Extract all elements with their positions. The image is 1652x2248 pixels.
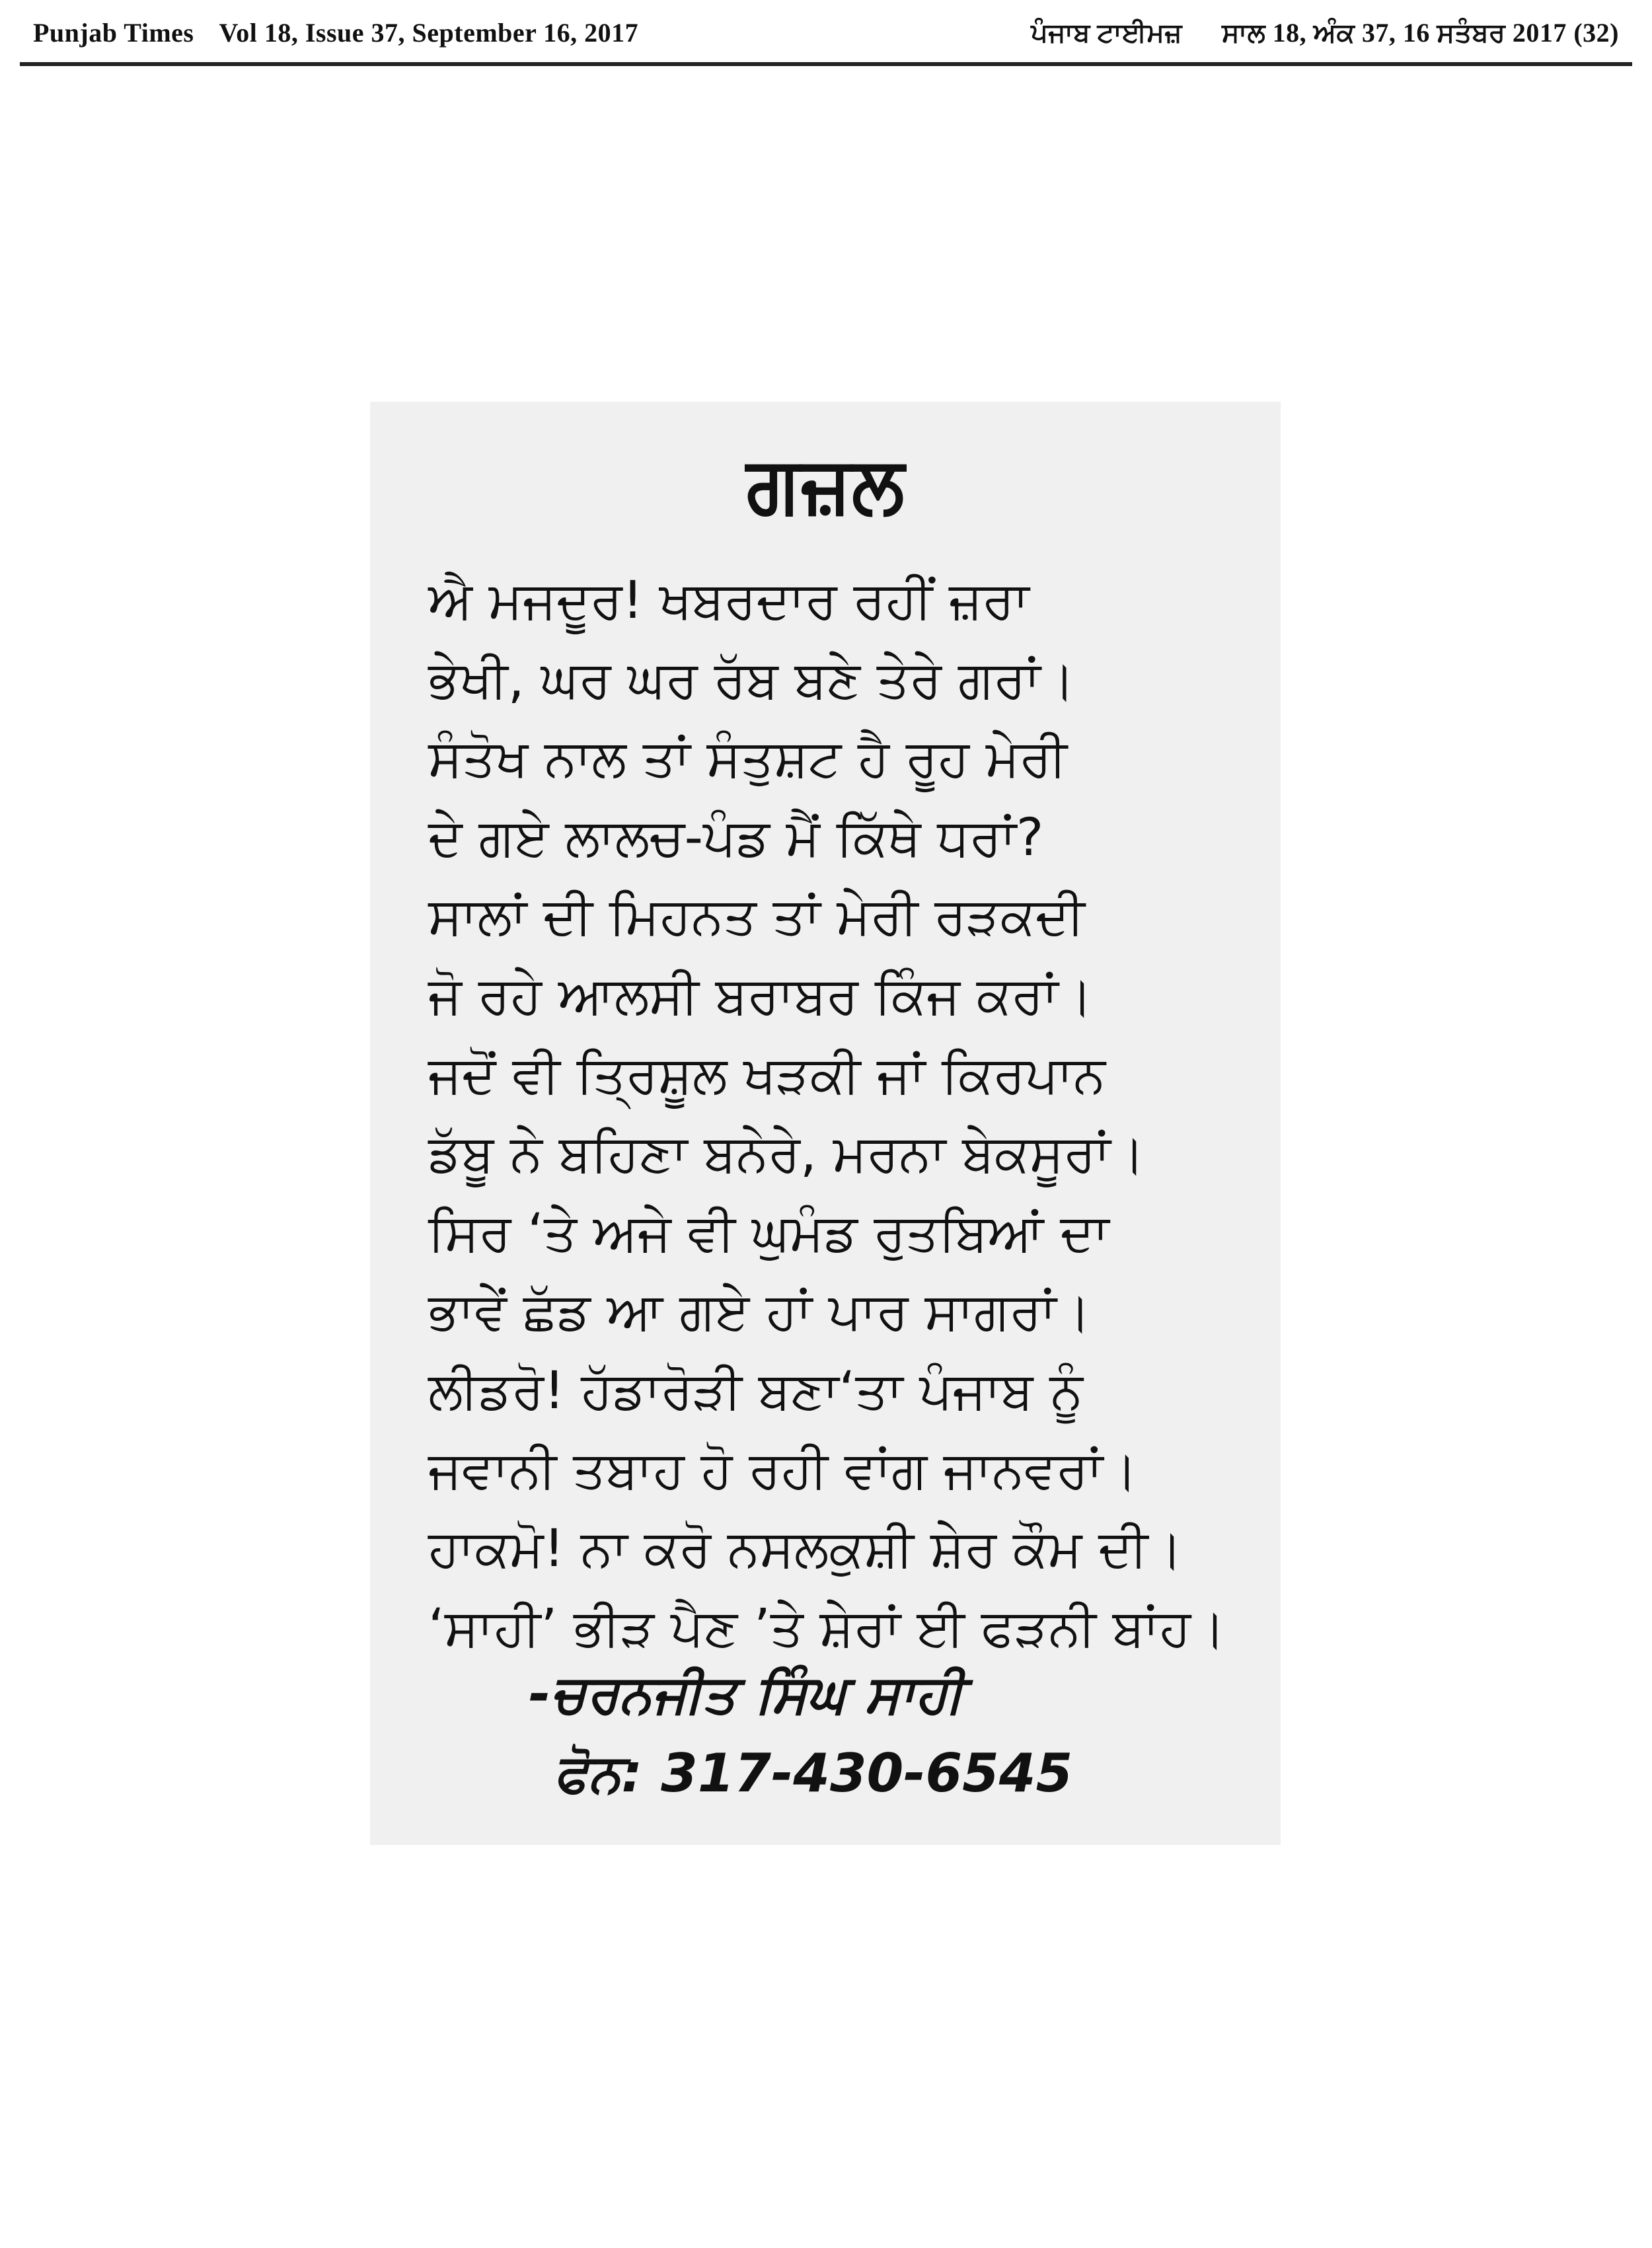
poem-line: ਐ ਮਜਦੂਰ! ਖਬਰਦਾਰ ਰਹੀਂ ਜ਼ਰਾ [428, 571, 1030, 630]
poem-line: ਦੇ ਗਏ ਲਾਲਚ-ਪੰਡ ਮੈਂ ਕਿੱਥੇ ਧਰਾਂ? [428, 807, 1044, 868]
masthead-english: Punjab Times [33, 18, 194, 48]
masthead-punjabi: ਪੰਜਾਬ ਟਾਈਮਜ਼ [1031, 18, 1183, 48]
issue-info-english: Vol 18, Issue 37, September 16, 2017 [219, 18, 639, 48]
poem-line: ਭਾਵੇਂ ਛੱਡ ਆ ਗਏ ਹਾਂ ਪਾਰ ਸਾਗਰਾਂ। [428, 1282, 1092, 1342]
author-phone: ਫੋਨ: 317-430-6545 [554, 1742, 1073, 1804]
poem-line: ਹਾਕਮੋ! ਨਾ ਕਰੋ ਨਸਲਕੁਸ਼ੀ ਸ਼ੇਰ ਕੌਮ ਦੀ। [428, 1519, 1183, 1579]
article-title: ਗਜ਼ਲ [746, 439, 905, 530]
issue-info-punjabi: ਸਾਲ 18, ਅੰਕ 37, 16 ਸਤੰਬਰ 2017 (32) [1222, 18, 1619, 48]
poem-line: ਲੀਡਰੋ! ਹੱਡਾਰੋੜੀ ਬਣਾ‘ਤਾ ਪੰਜਾਬ ਨੂੰ [428, 1361, 1084, 1421]
poem-line: ਸਿਰ ‘ਤੇ ਅਜੇ ਵੀ ਘੁਮੰਡ ਰੁਤਬਿਆਂ ਦਾ [428, 1203, 1109, 1263]
poem-line: ਭੇਖੀ, ਘਰ ਘਰ ਰੱਬ ਬਣੇ ਤੇਰੇ ਗਰਾਂ। [428, 650, 1076, 710]
poem-line: ਸੰਤੋਖ ਨਾਲ ਤਾਂ ਸੰਤੁਸ਼ਟ ਹੈ ਰੂਹ ਮੇਰੀ [428, 729, 1067, 789]
header-left [33, 17, 638, 48]
poem-line: ਜਵਾਨੀ ਤਬਾਹ ਹੋ ਰਹੀ ਵਾਂਗ ਜਾਨਵਰਾਂ। [428, 1440, 1138, 1500]
author-byline: -ਚਰਨਜੀਤ ਸਿੰਘ ਸਾਹੀ [529, 1663, 963, 1725]
poem-line: ਡੱਬੂ ਨੇ ਬਹਿਣਾ ਬਨੇਰੇ, ਮਰਨਾ ਬੇਕਸੂਰਾਂ। [428, 1124, 1145, 1184]
poem-lines [428, 562, 1274, 1668]
poem-line: ਸਾਲਾਂ ਦੀ ਮਿਹਨਤ ਤਾਂ ਮੇਰੀ ਰੜਕਦੀ [428, 887, 1085, 947]
ghazal-article [370, 402, 1281, 1845]
poem-line: ‘ਸਾਹੀ’ ਭੀੜ ਪੈਣ ’ਤੇ ਸ਼ੇਰਾਂ ਈ ਫੜਨੀ ਬਾਂਹ। [428, 1598, 1226, 1658]
header-right [1031, 17, 1619, 48]
page-header [20, 0, 1632, 66]
poem-line: ਜਦੋਂ ਵੀ ਤ੍ਰਿਸ਼ੂਲ ਖੜਕੀ ਜਾਂ ਕਿਰਪਾਨ [428, 1045, 1106, 1105]
poem-line: ਜੋ ਰਹੇ ਆਲਸੀ ਬਰਾਬਰ ਕਿੰਜ ਕਰਾਂ। [428, 965, 1093, 1026]
